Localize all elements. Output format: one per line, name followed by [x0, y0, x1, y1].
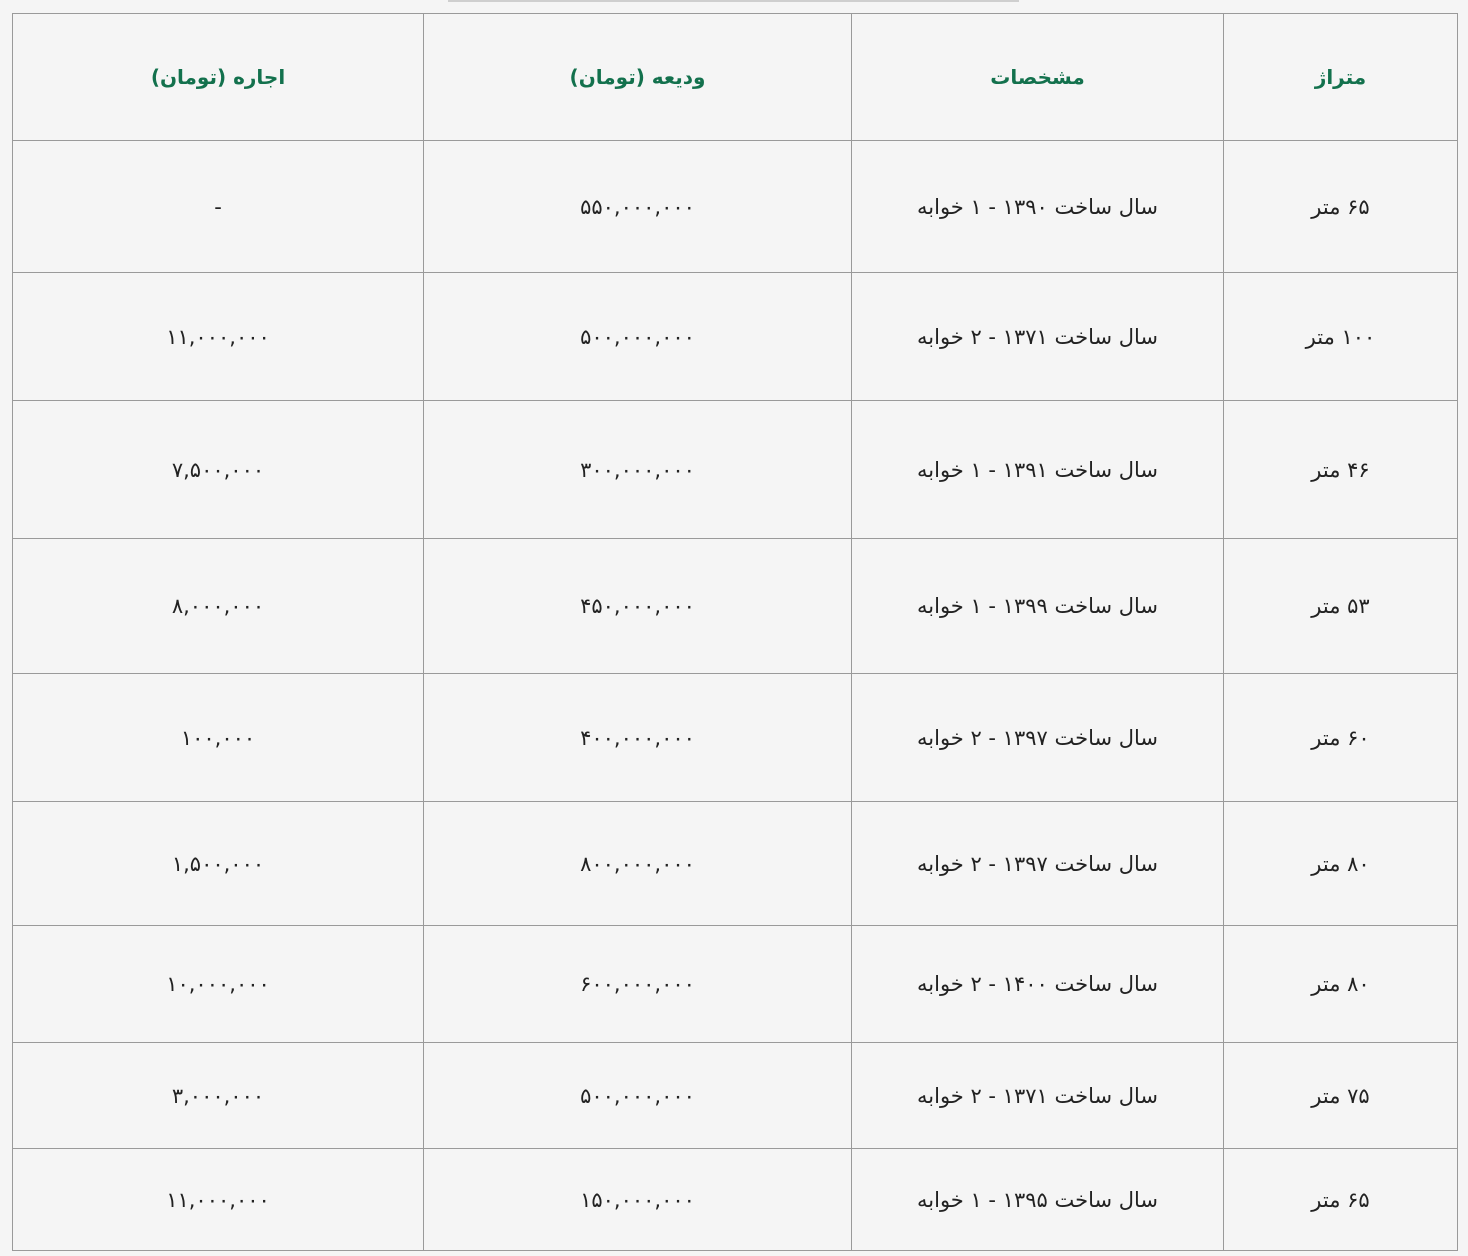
table-row	[13, 926, 1458, 1043]
cell-spec: سال ساخت ۱۳۷۱ - ۲ خوابه	[852, 1043, 1224, 1149]
cell-spec: سال ساخت ۱۳۷۱ - ۲ خوابه	[852, 273, 1224, 401]
cell-area: ۶۵ متر	[1224, 141, 1458, 273]
cell-rent: -	[13, 141, 424, 273]
cell-rent: ۱,۵۰۰,۰۰۰	[13, 802, 424, 926]
cell-deposit: ۴۵۰,۰۰۰,۰۰۰	[424, 539, 852, 674]
cell-deposit: ۵۵۰,۰۰۰,۰۰۰	[424, 141, 852, 273]
cell-area: ۸۰ متر	[1224, 802, 1458, 926]
cell-area: ۴۶ متر	[1224, 401, 1458, 539]
top-divider	[448, 0, 1019, 2]
cell-deposit: ۶۰۰,۰۰۰,۰۰۰	[424, 926, 852, 1043]
cell-rent: ۸,۰۰۰,۰۰۰	[13, 539, 424, 674]
cell-deposit: ۵۰۰,۰۰۰,۰۰۰	[424, 273, 852, 401]
cell-spec: سال ساخت ۱۳۹۹ - ۱ خوابه	[852, 539, 1224, 674]
table-row	[13, 401, 1458, 539]
cell-rent: ۱۰۰,۰۰۰	[13, 674, 424, 802]
table-row	[13, 1043, 1458, 1149]
cell-deposit: ۵۰۰,۰۰۰,۰۰۰	[424, 1043, 852, 1149]
cell-spec: سال ساخت ۱۳۹۱ - ۱ خوابه	[852, 401, 1224, 539]
cell-spec: سال ساخت ۱۴۰۰ - ۲ خوابه	[852, 926, 1224, 1043]
cell-rent: ۱۱,۰۰۰,۰۰۰	[13, 1149, 424, 1251]
table-row	[13, 141, 1458, 273]
cell-spec: سال ساخت ۱۳۹۷ - ۲ خوابه	[852, 674, 1224, 802]
cell-deposit: ۱۵۰,۰۰۰,۰۰۰	[424, 1149, 852, 1251]
cell-area: ۶۵ متر	[1224, 1149, 1458, 1251]
table-row	[13, 802, 1458, 926]
cell-area: ۱۰۰ متر	[1224, 273, 1458, 401]
cell-area: ۷۵ متر	[1224, 1043, 1458, 1149]
table-header-row	[13, 14, 1458, 141]
header-rent: اجاره (تومان)	[13, 14, 424, 141]
cell-deposit: ۳۰۰,۰۰۰,۰۰۰	[424, 401, 852, 539]
table-row	[13, 1149, 1458, 1251]
cell-deposit: ۸۰۰,۰۰۰,۰۰۰	[424, 802, 852, 926]
table-row	[13, 539, 1458, 674]
cell-rent: ۷,۵۰۰,۰۰۰	[13, 401, 424, 539]
cell-area: ۵۳ متر	[1224, 539, 1458, 674]
table-row	[13, 674, 1458, 802]
cell-area: ۸۰ متر	[1224, 926, 1458, 1043]
cell-rent: ۱۰,۰۰۰,۰۰۰	[13, 926, 424, 1043]
cell-area: ۶۰ متر	[1224, 674, 1458, 802]
header-spec: مشخصات	[852, 14, 1224, 141]
header-deposit: ودیعه (تومان)	[424, 14, 852, 141]
cell-rent: ۱۱,۰۰۰,۰۰۰	[13, 273, 424, 401]
table-row	[13, 273, 1458, 401]
cell-spec: سال ساخت ۱۳۹۵ - ۱ خوابه	[852, 1149, 1224, 1251]
cell-deposit: ۴۰۰,۰۰۰,۰۰۰	[424, 674, 852, 802]
cell-rent: ۳,۰۰۰,۰۰۰	[13, 1043, 424, 1149]
rental-price-table	[12, 13, 1458, 1251]
cell-spec: سال ساخت ۱۳۹۷ - ۲ خوابه	[852, 802, 1224, 926]
cell-spec: سال ساخت ۱۳۹۰ - ۱ خوابه	[852, 141, 1224, 273]
header-area: متراژ	[1224, 14, 1458, 141]
